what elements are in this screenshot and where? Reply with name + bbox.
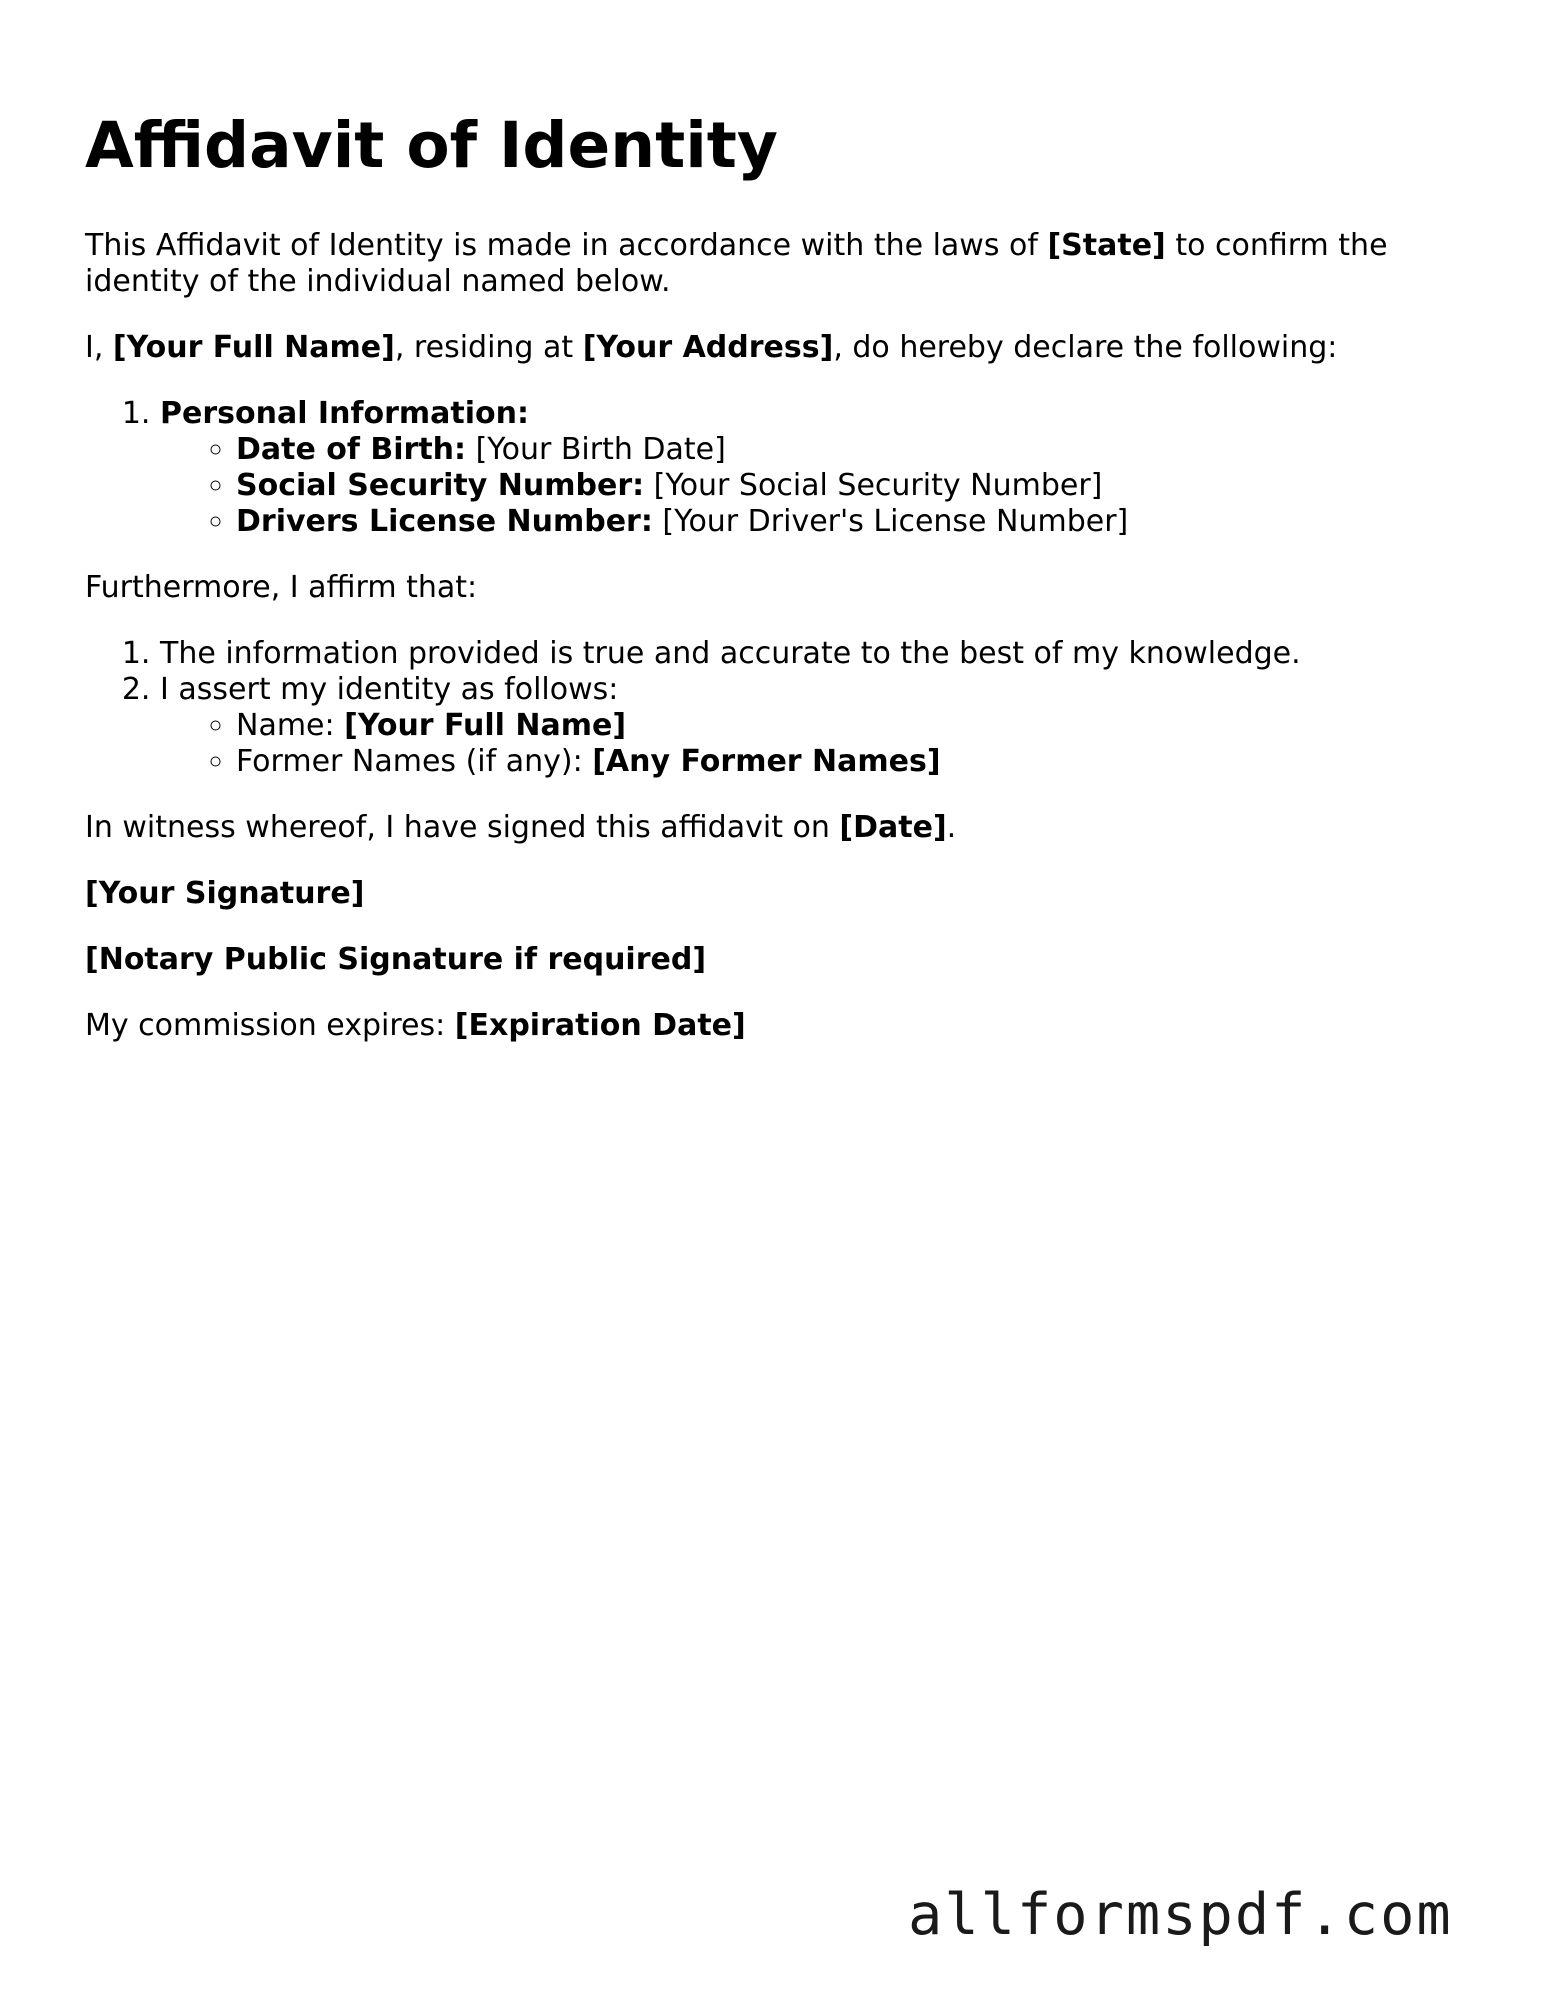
list-item: 1. The information provided is true and accurate to the best of my knowledge. xyxy=(160,636,1465,672)
intro-paragraph: This Affidavit of Identity is made in accordance with the laws of [State] to confirm the identity of the individual named below. xyxy=(85,228,1388,299)
identity-sublist xyxy=(160,708,1465,780)
list-item: ◦ Former Names (if any): [Any Former Names] xyxy=(236,744,1465,780)
list-item: ◦ Drivers License Number: [Your Driver's License Number] xyxy=(236,504,1465,540)
personal-info-list xyxy=(85,396,1465,540)
state-placeholder: [State] xyxy=(1047,228,1166,263)
commission-expiration: My commission expires: [Expiration Date] xyxy=(85,1008,746,1043)
address-placeholder: [Your Address] xyxy=(582,330,834,365)
list-item: ◦ Social Security Number: [Your Social Security Number] xyxy=(236,468,1465,504)
witness-paragraph: In witness whereof, I have signed this affidavit on [Date]. xyxy=(85,810,957,845)
personal-info-heading: Personal Information: xyxy=(160,396,529,431)
declaration-paragraph: I, [Your Full Name], residing at [Your Address], do hereby declare the following: xyxy=(85,330,1338,365)
personal-info-sublist xyxy=(160,432,1465,540)
list-item: 2. I assert my identity as follows: ◦ Name: [Your Full Name] ◦ Former Names (if any): [Any Former Names] xyxy=(160,672,1465,780)
list-item xyxy=(160,396,1465,540)
document-body xyxy=(85,108,1465,1074)
signature-line: [Your Signature] xyxy=(85,876,365,911)
date-placeholder: [Date] xyxy=(839,810,947,845)
affirm-intro: Furthermore, I affirm that: xyxy=(85,570,478,605)
site-watermark: allformspdf.com xyxy=(908,1882,1453,1948)
full-name-placeholder: [Your Full Name] xyxy=(112,330,395,365)
list-item: ◦ Date of Birth: [Your Birth Date] xyxy=(236,432,1465,468)
document-title: Affidavit of Identity xyxy=(85,109,778,182)
affirmations-list xyxy=(85,636,1465,780)
list-item: ◦ Name: [Your Full Name] xyxy=(236,708,1465,744)
notary-signature-line: [Notary Public Signature if required] xyxy=(85,942,707,977)
